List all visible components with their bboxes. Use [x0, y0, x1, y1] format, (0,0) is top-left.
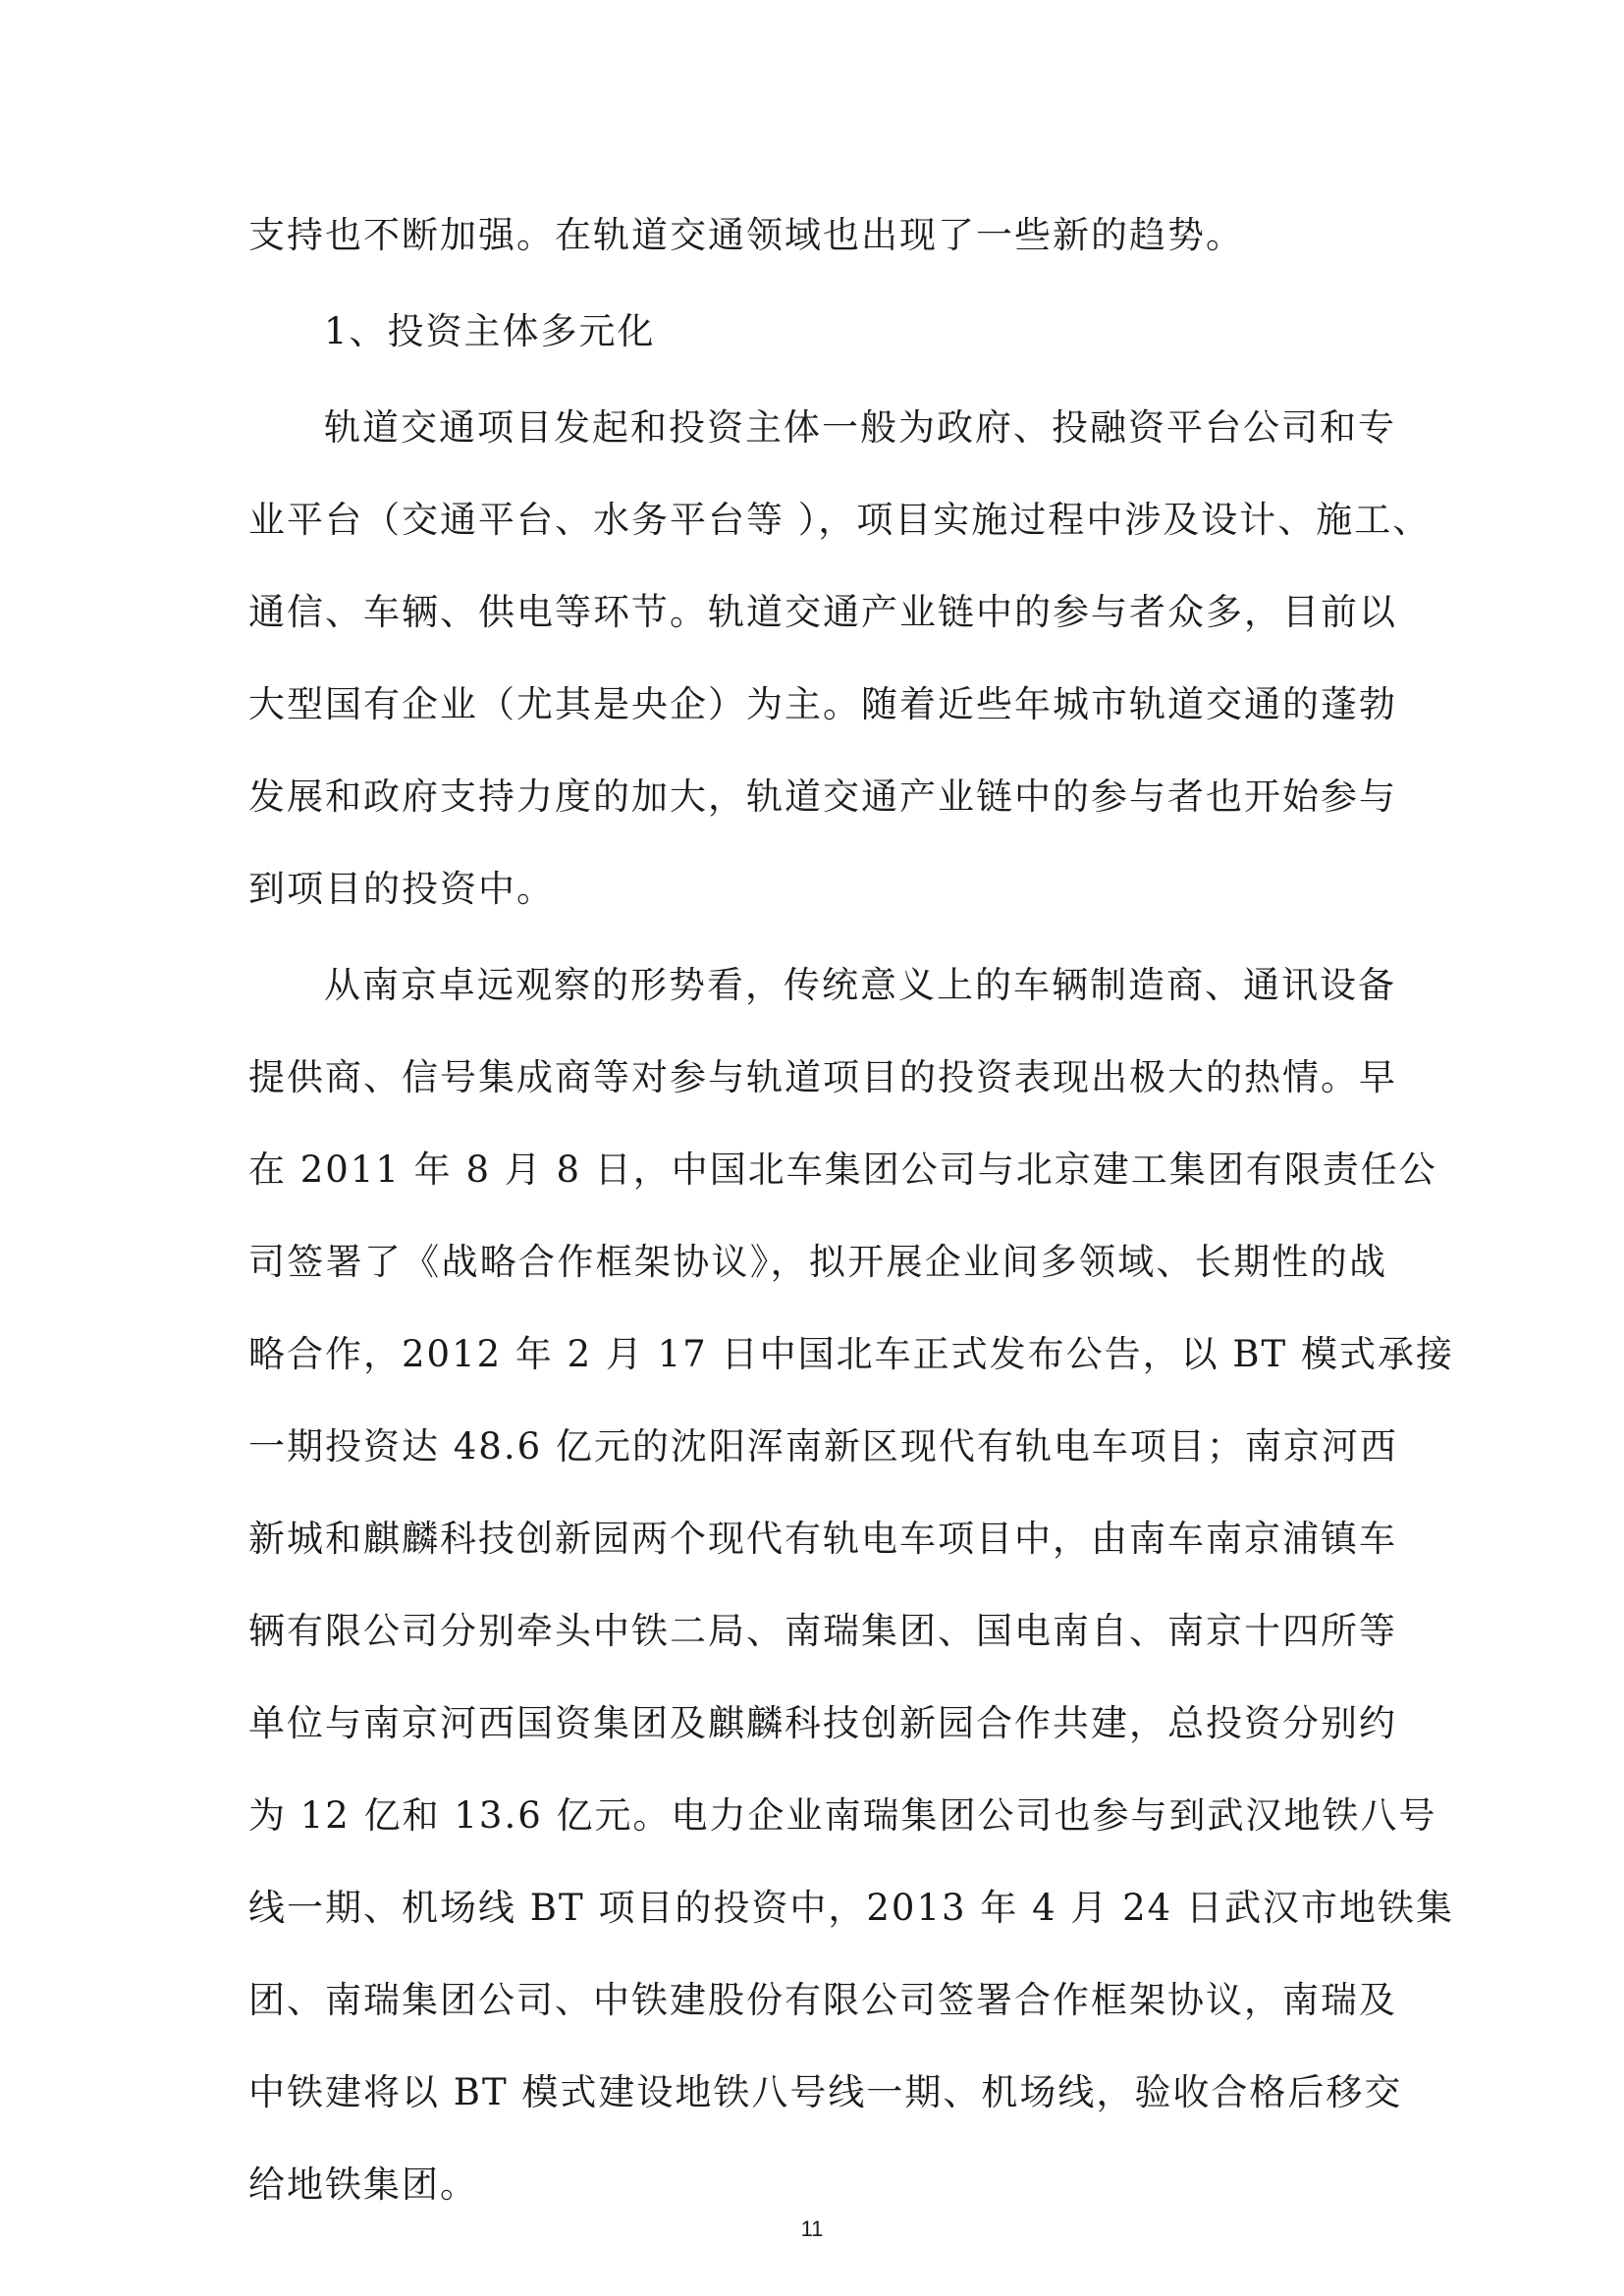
body-line: 轨道交通项目发起和投资主体一般为政府、投融资平台公司和专	[324, 406, 1396, 449]
section-heading: 1、投资主体多元化	[324, 310, 656, 352]
body-line: 辆有限公司分别牵头中铁二局、南瑞集团、国电南自、南京十四所等	[248, 1610, 1397, 1652]
body-line: 提供商、信号集成商等对参与轨道项目的投资表现出极大的热情。早	[248, 1056, 1397, 1098]
body-line: 线一期、机场线 BT 项目的投资中，2013 年 4 月 24 日武汉市地铁集	[248, 1887, 1454, 1929]
body-line: 通信、车辆、供电等环节。轨道交通产业链中的参与者众多，目前以	[248, 591, 1397, 633]
body-line: 从南京卓远观察的形势看，传统意义上的车辆制造商、通讯设备	[324, 964, 1396, 1006]
page-number: 11	[800, 2216, 824, 2241]
body-line: 中铁建将以 BT 模式建设地铁八号线一期、机场线，验收合格后移交	[248, 2071, 1403, 2113]
body-line: 到项目的投资中。	[248, 868, 555, 910]
body-line: 给地铁集团。	[248, 2163, 478, 2206]
body-line: 为 12 亿和 13.6 亿元。电力企业南瑞集团公司也参与到武汉地铁八号	[248, 1794, 1437, 1837]
body-line: 一期投资达 48.6 亿元的沈阳浑南新区现代有轨电车项目；南京河西	[248, 1425, 1398, 1468]
body-line: 大型国有企业（尤其是央企）为主。随着近些年城市轨道交通的蓬勃	[248, 683, 1397, 725]
body-line: 支持也不断加强。在轨道交通领域也出现了一些新的趋势。	[248, 214, 1244, 256]
body-line: 在 2011 年 8 月 8 日，中国北车集团公司与北京建工集团有限责任公	[248, 1148, 1437, 1191]
body-line: 略合作，2012 年 2 月 17 日中国北车正式发布公告，以 BT 模式承接	[248, 1333, 1454, 1375]
body-line: 发展和政府支持力度的加大，轨道交通产业链中的参与者也开始参与	[248, 775, 1397, 818]
body-line: 业平台（交通平台、水务平台等 ），项目实施过程中涉及设计、施工、	[248, 499, 1432, 541]
body-line: 司签署了《战略合作框架协议》，拟开展企业间多领域、长期性的战	[248, 1241, 1387, 1283]
body-line: 团、南瑞集团公司、中铁建股份有限公司签署合作框架协议，南瑞及	[248, 1979, 1397, 2021]
body-line: 单位与南京河西国资集团及麒麟科技创新园合作共建，总投资分别约	[248, 1702, 1397, 1744]
body-line: 新城和麒麟科技创新园两个现代有轨电车项目中，由南车南京浦镇车	[248, 1518, 1397, 1560]
